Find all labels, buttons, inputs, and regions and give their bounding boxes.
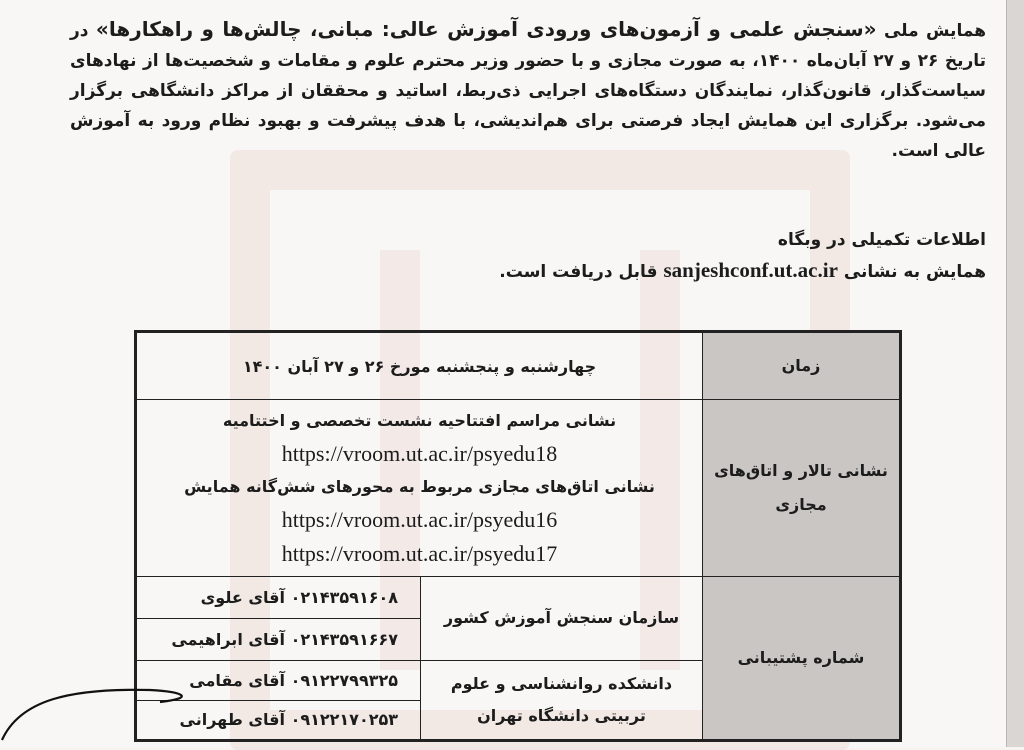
halls-cell [136,400,703,576]
website-address[interactable]: sanjeshconf.ut.ac.ir [663,258,838,282]
org-name-1: سازمان سنجش آموزش کشور [421,576,703,660]
contact-phone: ۰۹۱۲۲۷۹۹۳۲۵ [290,670,398,690]
rooms-label: نشانی اتاق‌های مجازی مربوط به محورهای شش‌گانه همایش [184,476,655,496]
org-name-2 [421,660,703,740]
intro-body: در تاریخ ۲۶ و ۲۷ آبان‌ماه ۱۴۰۰، به صورت مجازی و با حضور وزیر محترم علوم و مقامات و شخصیت‌ها از نهادهای سیاست‌گذار، قانون‌گذار، نمایندگان دستگاه‌های اجرایی ذی‌ربط، اساتید و محققان از مراکز دانشگاهی برگزار می‌شود. برگزاری این همایش ایجاد فرصتی برای هم‌اندیشی، با هدف پیشرفت و بهبود نظام ورود به آموزش عالی است. [70,21,987,161]
contact-phone: ۰۹۱۲۲۱۷۰۲۵۳ [290,710,398,730]
contact-name: آقای علوی [200,587,285,607]
table-row-time [136,332,901,400]
room-url-2[interactable]: https://vroom.ut.ac.ir/psyedu17 [281,540,558,566]
info-line1: اطلاعات تکمیلی در وبگاه [777,230,986,250]
time-value: چهارشنبه و پنجشنبه مورخ ۲۶ و ۲۷ آبان ۱۴۰۰ [136,332,703,400]
contact-name: آقای طهرانی [179,710,285,730]
contact-cell [136,618,421,660]
pen-stroke [2,690,182,740]
org-name-2-line1: دانشکده روانشناسی و علوم [450,673,673,693]
contact-phone: ۰۲۱۴۳۵۹۱۶۶۷ [290,629,398,649]
contact-cell [136,576,421,618]
table-row-halls [136,400,901,576]
contact-name: آقای ابراهیمی [171,629,285,649]
time-label: زمان [703,332,901,400]
info-table [134,330,902,742]
contact-phone: ۰۲۱۴۳۵۹۱۶۰۸ [290,587,398,607]
org-name-2-line2: تربیتی دانشگاه تهران [477,705,646,725]
page-edge [1006,0,1024,747]
opening-label: نشانی مراسم افتتاحیه نشست تخصصی و اختتامیه [222,410,617,430]
intro-paragraph [70,14,986,166]
conference-title: «سنجش علمی و آزمون‌های ورودی آموزش عالی: مبانی، چالش‌ها و راهکارها» [95,17,877,41]
info-post: قابل دریافت است. [499,262,658,282]
intro-pre: همایش ملی [883,21,987,41]
opening-url[interactable]: https://vroom.ut.ac.ir/psyedu18 [281,440,558,466]
info-paragraph [70,225,986,287]
support-label: شماره پشتیبانی [703,576,901,740]
info-pre: همایش به نشانی [843,262,986,282]
table-row-support-1 [136,576,901,618]
room-url-1[interactable]: https://vroom.ut.ac.ir/psyedu16 [281,506,558,532]
pen-mark [0,680,200,747]
halls-label: نشانی تالار و اتاق‌های مجازی [703,400,901,576]
contact-name: آقای مقامی [189,670,285,690]
